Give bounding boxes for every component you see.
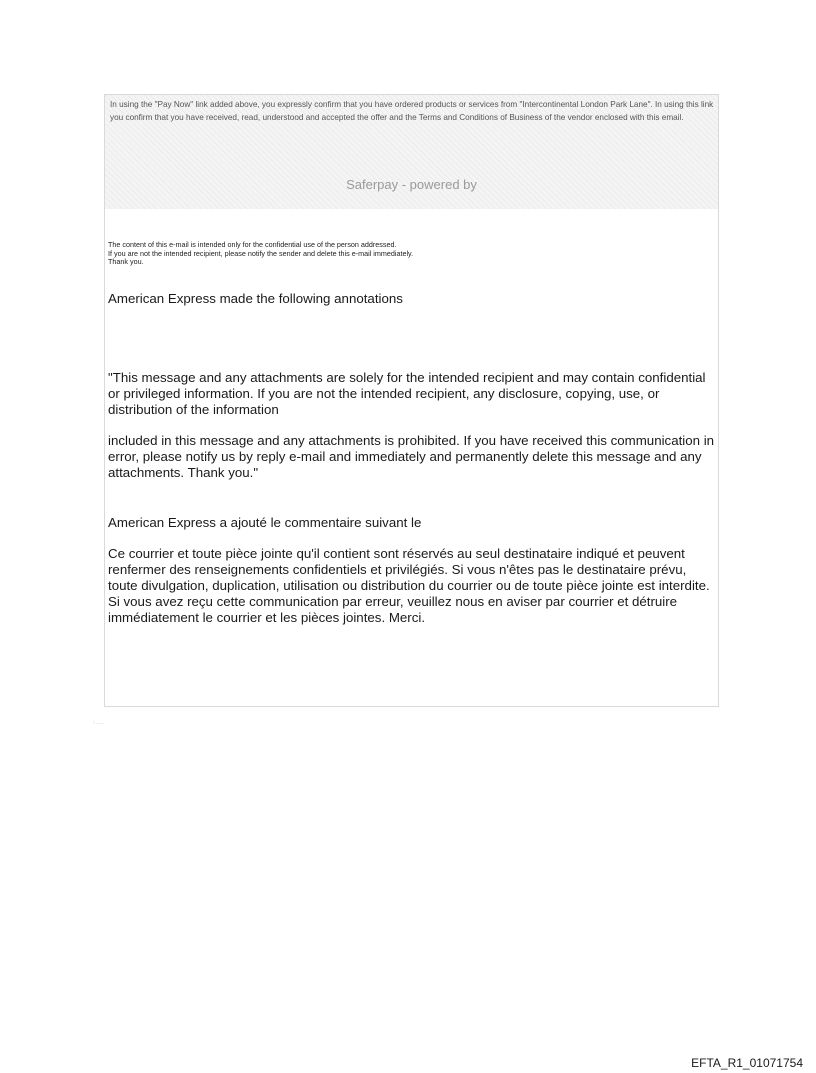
email-body-frame [104, 94, 719, 707]
payment-notice-block [105, 95, 718, 209]
saferpay-powered-by-label[interactable]: Saferpay - powered by [346, 177, 477, 192]
confidentiality-notice [108, 241, 708, 267]
amex-disclaimer-paragraph-1: "This message and any attachments are solely for the intended recipient and may contain confidential or privileged information. If you are not the intended recipient, any disclosure, copying, use, or distribution of the information [108, 370, 706, 417]
amex-disclaimer-paragraph-2: included in this message and any attachments is prohibited. If you have received this communication in error, please notify us by reply e-mail and immediately and permanently delete this message and any attachments. Thank you." [108, 433, 715, 480]
amex-french-heading: American Express a ajouté le commentaire suivant le [108, 515, 422, 530]
document-id-label: EFTA_R1_01071754 [691, 1056, 803, 1070]
pay-now-disclaimer: In using the "Pay Now" link added above, you expressly confirm that you have ordered products or services from "Intercontinental London Park Lane". In using this link you confirm that you have received, read, understood and accepted the offer and the Terms and Conditions of Business of the vendor enclosed with this email. [110, 100, 714, 122]
amex-french-disclaimer-paragraph: Ce courrier et toute pièce jointe qu'il contient sont réservés au seul destinataire indiqué et peuvent renfermer des renseignements confidentiels et privilégiés. Si vous n'êtes pas le destinataire prévu, toute divulgation, duplication, utilisation ou distribution du courrier ou de toute pièce jointe est interdite. Si vous avez reçu cette communication par erreur, veuillez nous en aviser par courrier et détruire immédiatement le courrier et les pièces jointes. Merci. [108, 546, 710, 625]
confidentiality-line-3: Thank you. [108, 257, 144, 267]
small-artifact-mark: '...... [93, 720, 104, 725]
amex-annotations-heading: American Express made the following annotations [108, 291, 403, 306]
confidentiality-line-1: The content of this e-mail is intended only for the confidential use of the person addressed. [108, 240, 397, 249]
confidentiality-line-2: If you are not the intended recipient, please notify the sender and delete this e-mail immediately. [108, 248, 414, 258]
